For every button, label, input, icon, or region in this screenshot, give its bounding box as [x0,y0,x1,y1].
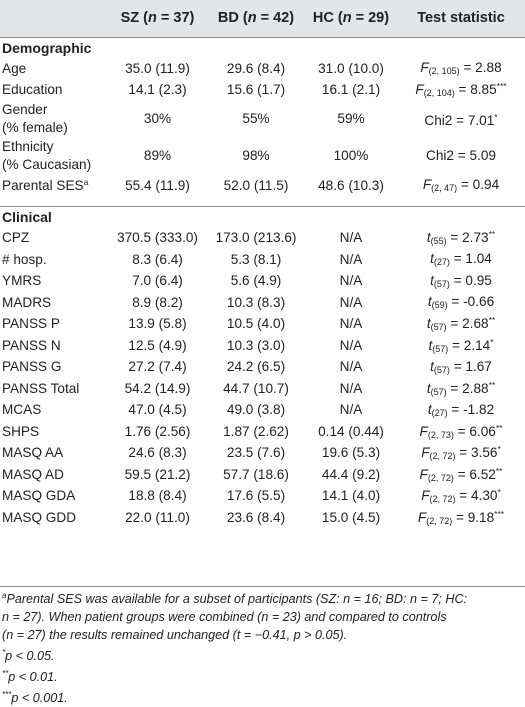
row-label: MASQ GDD [2,509,77,525]
row-label: PANSS P [2,316,60,332]
footnote-line: *p < 0.05. [2,648,55,663]
cell-hc: 44.4 (9.2) [321,466,381,482]
cell-sz: 54.2 (14.9) [124,380,191,396]
cell-stat: $t_{(27)} = -1.82$ [427,401,495,418]
cell-stat: $F_{(2, 104)} = 8.85^{***}$ [415,81,507,99]
cell-bd: 24.2 (6.5) [226,359,286,375]
row-label: MADRS [2,294,52,310]
cell-hc: 0.14 (0.44) [318,423,384,439]
header-cell-stat: Test statistic [417,10,505,27]
table-row [0,485,525,507]
table-row [0,313,525,335]
cell-hc: N/A [339,337,363,353]
cell-bd: 17.6 (5.5) [226,488,286,504]
section-header-row [0,37,525,58]
table-row [0,79,525,101]
cell-hc: 59% [337,111,365,126]
cell-bd: 57.7 (18.6) [223,466,289,482]
cell-sz: 18.8 (8.4) [128,488,187,504]
row-label: PANSS N [2,337,61,353]
cell-bd: 10.5 (4.0) [226,316,286,332]
footnote-line: n = 27). When patient groups were combined (n = 23) and compared to controls [2,610,447,624]
row-label: Ethnicity (% Caucasian) [2,139,92,172]
cell-hc: 100% [333,148,369,163]
cell-hc: N/A [339,251,363,267]
row-label: Age [2,60,27,76]
cell-hc: N/A [339,273,363,289]
spacer-row [0,196,525,207]
cell-stat: $t_{(57)} = 2.68^{**}$ [426,315,496,333]
table-row [0,507,525,529]
table-row [0,292,525,314]
cell-sz: 14.1 (2.3) [128,82,187,98]
cell-bd: 5.3 (8.1) [230,251,282,267]
cell-bd: 55% [242,111,270,126]
cell-stat: $F_{(2, 47)} = 0.94$ [422,177,500,194]
cell-hc: 16.1 (2.1) [321,82,381,98]
header-row [0,0,525,37]
cell-hc: N/A [339,230,363,246]
cell-bd: 29.6 (8.4) [226,60,286,76]
table-row [0,356,525,378]
footnote-line: ***p < 0.001. [2,690,68,705]
cell-sz: 89% [143,148,172,163]
row-label: Gender (% female) [2,102,68,135]
table-row [0,58,525,80]
header-cell-hc: HC (n = 29) [312,10,390,27]
cell-sz: 22.0 (11.0) [125,509,190,525]
cell-stat: Chi2 = 7.01* [424,112,498,128]
cell-hc: N/A [339,380,363,396]
row-label: MCAS [2,402,42,418]
header-cell-sz: SZ (n = 37) [120,10,195,27]
row-label: # hosp. [2,251,47,267]
cell-sz: 24.6 (8.3) [128,445,187,461]
cell-bd: 23.6 (8.4) [226,509,286,525]
cell-bd: 23.5 (7.6) [226,445,286,461]
cell-sz: 8.3 (6.4) [132,251,183,267]
table-row [0,270,525,292]
table-row [0,249,525,271]
section-title: Demographic [0,37,525,58]
footnote-line: **p < 0.01. [2,669,58,684]
cell-sz: 370.5 (333.0) [117,230,198,246]
cell-bd: 44.7 (10.7) [223,380,289,396]
row-label: Parental SES$^a$ [2,177,89,194]
table-row [0,378,525,400]
row-label: Education [2,82,63,98]
cell-stat: $t_{(57)} = 2.14^*$ [428,336,494,354]
header-cell [0,0,108,37]
cell-hc: 48.6 (10.3) [318,177,384,193]
cell-bd: 1.87 (2.62) [223,423,289,439]
cell-bd: 5.6 (4.9) [230,273,282,289]
cell-hc: 31.0 (10.0) [318,60,384,76]
cell-bd: 52.0 (11.5) [223,177,289,193]
cell-sz: 59.5 (21.2) [124,466,191,482]
cell-sz: 7.0 (6.4) [132,273,183,289]
cell-hc: 15.0 (4.5) [321,509,381,525]
cell-sz: 27.2 (7.4) [128,359,187,375]
cell-sz: 13.9 (5.8) [128,316,187,332]
cell-sz: 1.76 (2.56) [124,423,191,439]
cell-stat: $F_{(2, 72)} = 6.52^{**}$ [419,465,503,483]
cell-stat: $F_{(2, 72)} = 3.56^*$ [421,444,501,462]
row-label: SHPS [2,423,40,439]
row-label: YMRS [2,273,42,289]
footnote-line: (n = 27) the results remained unchanged (t = −0.41, p > 0.05). [2,628,348,642]
cell-bd: 173.0 (213.6) [215,230,297,246]
cell-stat: Chi2 = 5.09 [426,148,496,163]
table-row [0,421,525,443]
cell-stat: $F_{(2, 72)} = 4.30^*$ [421,487,501,505]
table-row [0,227,525,249]
cell-stat: $t_{(57)} = 1.67$ [430,358,492,375]
cell-hc: N/A [339,359,363,375]
cell-stat: $t_{(57)} = 2.88^{**}$ [426,379,496,397]
cell-stat: $t_{(59)} = -0.66$ [427,294,495,311]
cell-bd: 10.3 (3.0) [226,337,286,353]
cell-sz: 35.0 (11.9) [125,60,190,76]
table-row [0,335,525,357]
row-label: PANSS G [2,359,62,375]
cell-sz: 30% [143,111,172,126]
cell-stat: $F_{(2, 105)} = 2.88$ [420,60,502,77]
row-label: PANSS Total [2,380,80,396]
section-header-row [0,207,525,228]
cell-bd: 98% [242,148,270,163]
table-row [0,101,525,138]
row-label: MASQ AD [2,466,64,482]
cell-stat: $F_{(2, 72)} = 9.18^{***}$ [417,508,505,526]
cell-hc: 19.6 (5.3) [321,445,381,461]
table-row [0,464,525,486]
table-row [0,442,525,464]
row-label: MASQ GDA [2,488,76,504]
cell-bd: 49.0 (3.8) [226,402,286,418]
row-label: MASQ AA [2,445,64,461]
cell-stat: $t_{(57)} = 0.95$ [430,272,492,289]
cell-bd: 10.3 (8.3) [226,294,286,310]
cell-stat: $t_{(27)} = 1.04$ [430,251,492,268]
cell-bd: 15.6 (1.7) [226,82,286,98]
cell-sz: 8.9 (8.2) [132,294,183,310]
cell-sz: 12.5 (4.9) [128,337,187,353]
footnotes [0,586,525,707]
cell-hc: 14.1 (4.0) [321,488,381,504]
cell-hc: N/A [339,402,363,418]
table-row [0,399,525,421]
cell-sz: 55.4 (11.9) [125,177,190,193]
cell-stat: $t_{(55)} = 2.73^{**}$ [426,229,496,247]
cell-sz: 47.0 (4.5) [128,402,187,418]
footnote-line: $^a$Parental SES was available for a subset of participants (SZ: n = 16; BD: n = 7; HC: [2,591,468,606]
cell-hc: N/A [339,294,363,310]
table-row [0,175,525,197]
section-title: Clinical [0,207,525,228]
cell-stat: $F_{(2, 73)} = 6.06^{**}$ [419,422,503,440]
row-label: CPZ [2,230,30,246]
table-row [0,138,525,175]
header-cell-bd: BD (n = 42) [217,10,295,27]
cell-hc: N/A [339,316,363,332]
